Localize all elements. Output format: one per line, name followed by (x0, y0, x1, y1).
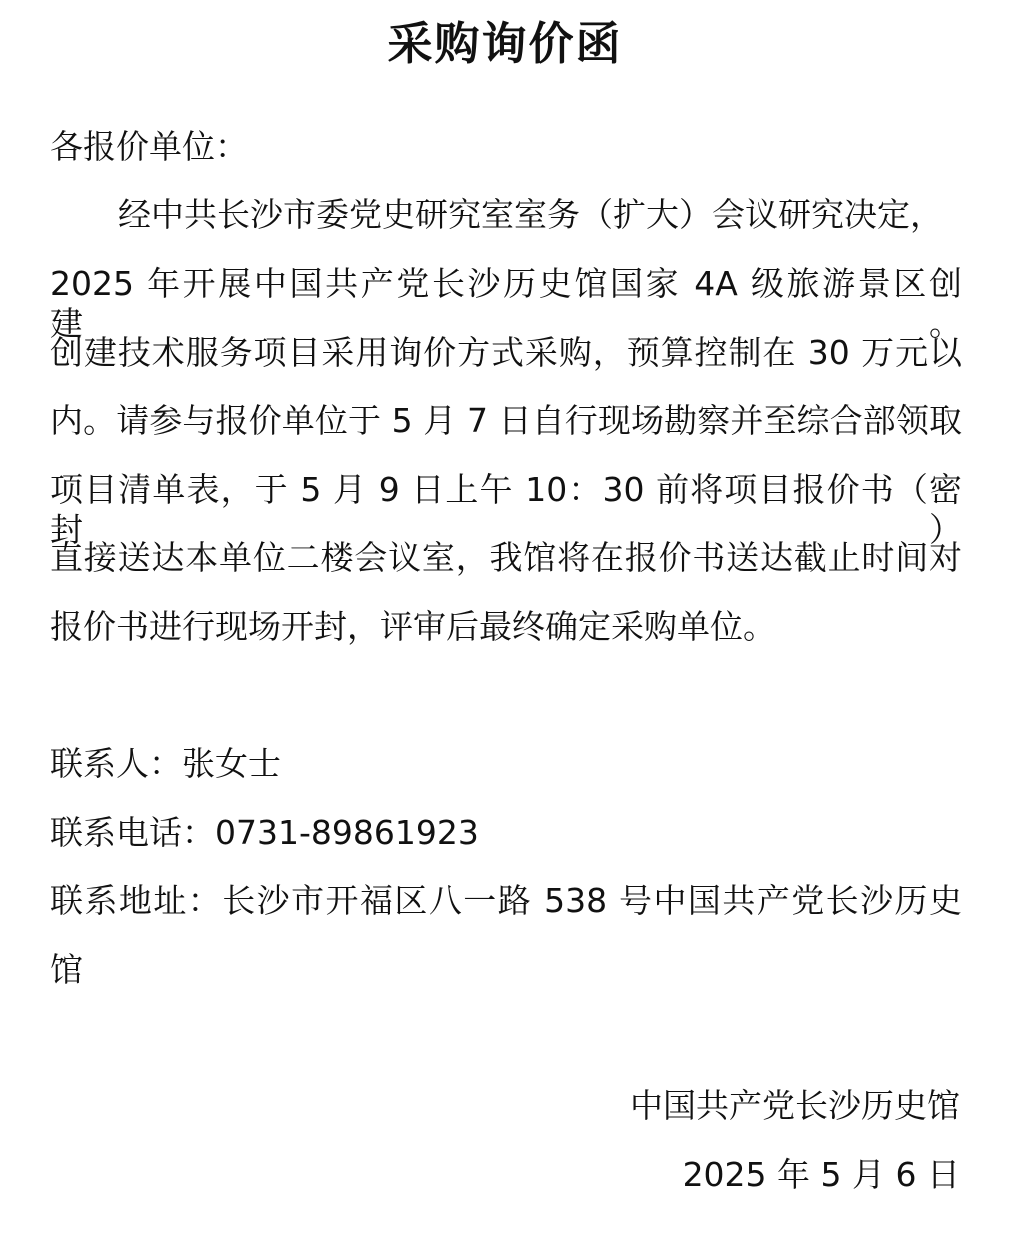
signature-date: 2025 年 5 月 6 日 (682, 1155, 960, 1194)
body-line-7: 报价书进行现场开封，评审后最终确定采购单位。 (50, 607, 776, 646)
contact-phone: 联系电话：0731-89861923 (50, 813, 479, 852)
document-title: 采购询价函 (387, 17, 623, 70)
body-line-5: 项目清单表，于 5 月 9 日上午 10：30 前将项目报价书（密封） (50, 470, 962, 549)
salutation: 各报价单位： (50, 127, 248, 166)
body-line-4: 内。请参与报价单位于 5 月 7 日自行现场勘察并至综合部领取 (50, 401, 962, 440)
signature-organization: 中国共产党长沙历史馆 (630, 1086, 960, 1125)
contact-address-line-2: 馆 (50, 950, 83, 989)
body-line-3: 创建技术服务项目采用询价方式采购，预算控制在 30 万元以 (50, 333, 962, 372)
contact-address-line-1: 联系地址：长沙市开福区八一路 538 号中国共产党长沙历史 (50, 881, 962, 920)
contact-person: 联系人：张女士 (50, 744, 281, 783)
body-line-2: 2025 年开展中国共产党长沙历史馆国家 4A 级旅游景区创建。 (50, 264, 962, 343)
body-line-1: 经中共长沙市委党史研究室室务（扩大）会议研究决定， (118, 195, 943, 234)
body-line-6: 直接送达本单位二楼会议室，我馆将在报价书送达截止时间对 (50, 538, 962, 577)
